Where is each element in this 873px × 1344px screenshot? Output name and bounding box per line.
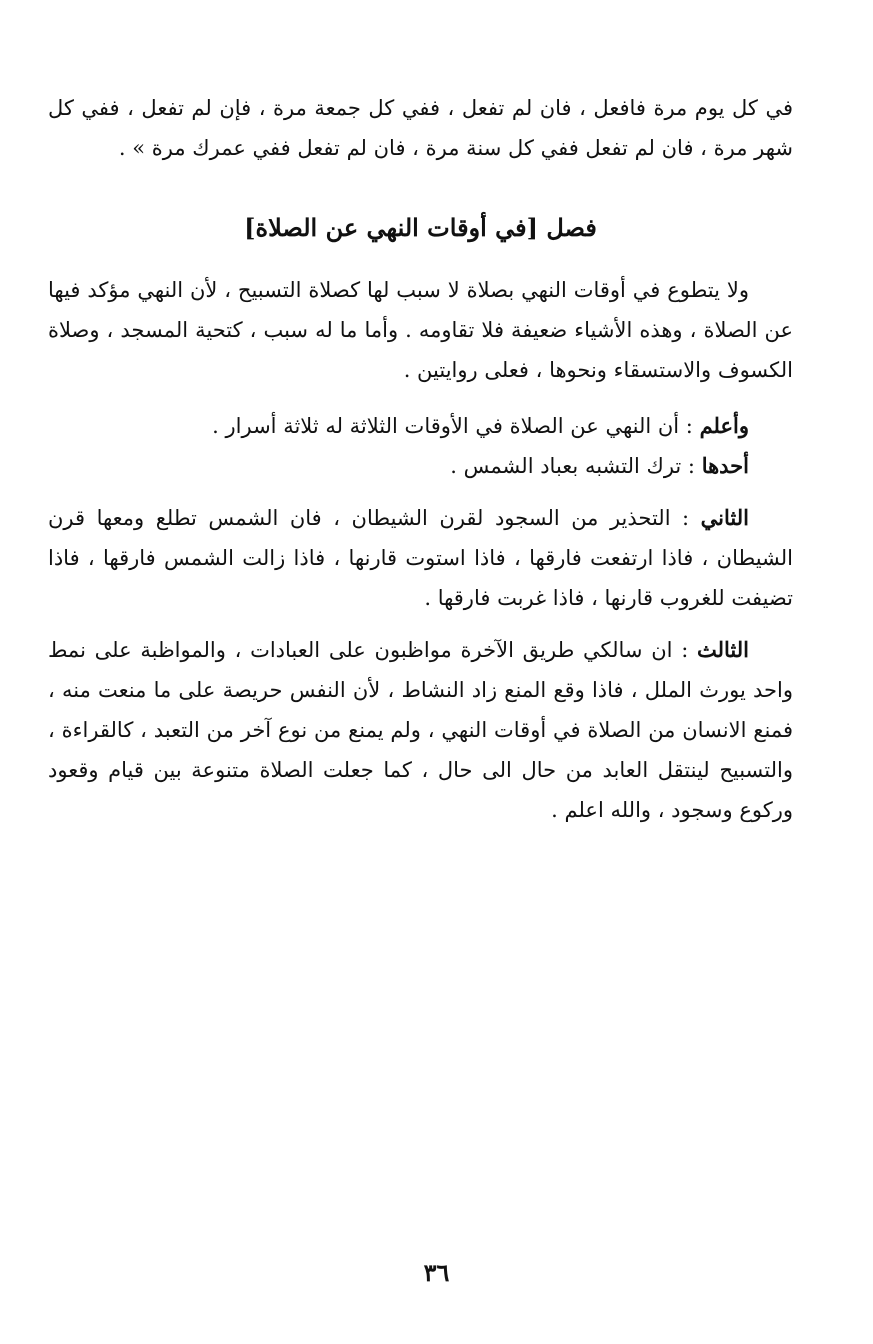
know-term: وأعلم bbox=[699, 413, 749, 438]
second-paragraph bbox=[48, 498, 793, 618]
second-text: : التحذير من السجود لقرن الشيطان ، فان الشمس تطلع ومعها قرن الشيطان ، فاذا ارتفعت فارقها ، فاذا استوت قارنها ، فاذا زالت الشمس فارقها ، فاذا تضيفت للغروب قارنها ، فاذا غربت فارقها . bbox=[48, 506, 793, 610]
know-text: : أن النهي عن الصلاة في الأوقات الثلاثة له ثلاثة أسرار . bbox=[212, 414, 700, 438]
know-paragraph bbox=[48, 406, 793, 446]
paragraph-1: ولا يتطوع في أوقات النهي بصلاة لا سبب لها كصلاة التسبيح ، لأن النهي مؤكد فيها عن الصلاة ، وهذه الأشياء ضعيفة فلا تقاومه . وأما ما له سبب ، كتحية المسجد ، وصلاة الكسوف والاستسقاء ونحوها ، فعلى روايتين . bbox=[48, 278, 793, 382]
first-term: أحدها bbox=[701, 453, 749, 478]
third-text: : ان سالكي طريق الآخرة مواظبون على العبادات ، والمواظبة على نمط واحد يورث الملل ، فاذا وقع المنع زاد النشاط ، لأن النفس حريصة على ما منعت منه ، فمنع الانسان من الصلاة في أوقات النهي ، ولم يمنع من نوع آخر من التعبد ، كالقراءة ، والتسبيح لينتقل العابد من حال الى حال ، كما جعلت الصلاة متنوعة بين قيام وقعود وركوع وسجود ، والله اعلم . bbox=[48, 638, 793, 822]
first-paragraph bbox=[48, 446, 793, 486]
section-heading: فصل [في أوقات النهي عن الصلاة] bbox=[244, 213, 597, 242]
third-term: الثالث bbox=[697, 637, 749, 662]
intro-paragraph: في كل يوم مرة فافعل ، فان لم تفعل ، ففي كل جمعة مرة ، فإن لم تفعل ، ففي كل شهر مرة ، فان لم تفعل ففي كل سنة مرة ، فان لم تفعل ففي عمرك مرة » . bbox=[48, 96, 793, 160]
second-term: الثاني bbox=[700, 505, 749, 530]
page-number: ٣٦ bbox=[423, 1258, 450, 1287]
first-text: : ترك التشبه بعباد الشمس . bbox=[450, 454, 702, 478]
third-paragraph bbox=[48, 630, 793, 830]
